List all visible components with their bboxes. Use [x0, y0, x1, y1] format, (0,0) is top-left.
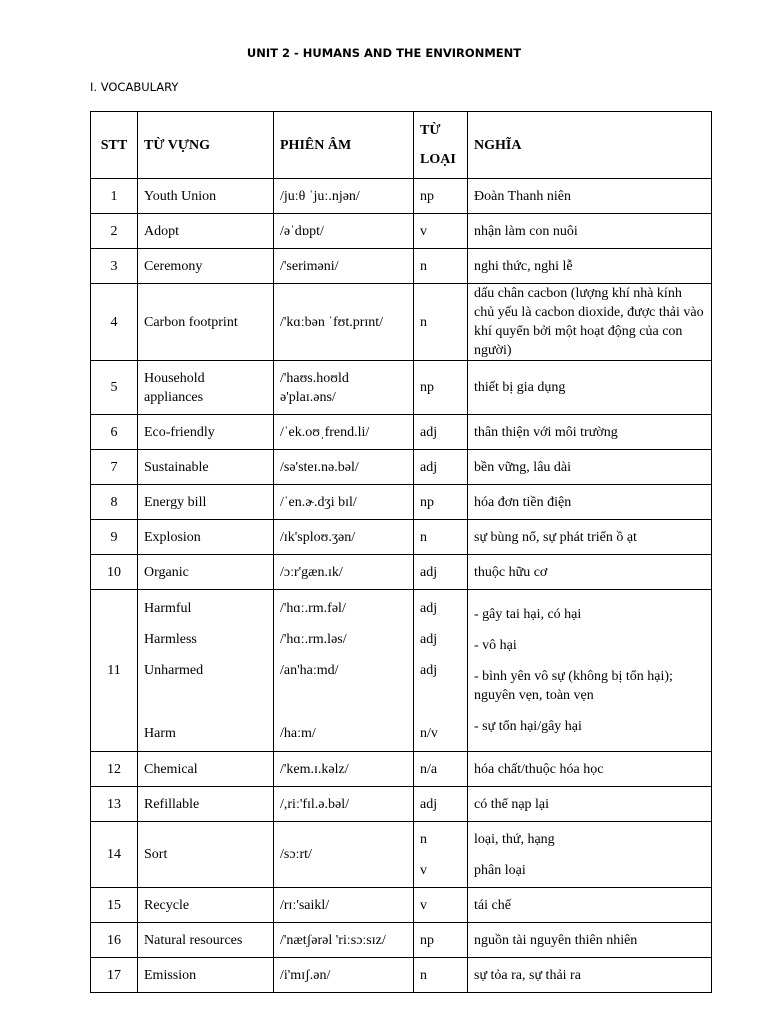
row-word: Harm	[144, 725, 176, 741]
table-row	[91, 590, 712, 752]
row-pos: np	[414, 179, 468, 214]
row-meaning: nhận làm con nuôi	[468, 214, 712, 249]
row-stt: 8	[91, 485, 138, 520]
header-pos-line1: TỪ	[420, 123, 441, 138]
row-word: Eco-friendly	[138, 415, 274, 450]
row-word: Explosion	[138, 520, 274, 555]
document-title: UNIT 2 - HUMANS AND THE ENVIRONMENT	[246, 46, 522, 60]
row-word: Refillable	[138, 787, 274, 822]
row-word: Harmless	[144, 631, 197, 647]
row-word: Natural resources	[138, 923, 274, 958]
row-ipa: /i'mɪʃ.ən/	[274, 958, 414, 993]
row-pos: v	[420, 862, 427, 878]
row-ipa: /rɪː'saikl/	[274, 888, 414, 923]
row-ipa: /'haʊs.hoʊld ə'plaɪ.əns/	[274, 361, 414, 415]
row-pos: adj	[414, 415, 468, 450]
row-ipa: /,riː'fɪl.ə.bəl/	[274, 787, 414, 822]
row-meaning: có thể nạp lại	[468, 787, 712, 822]
row-meaning: - gây tai hại, có hại	[474, 607, 582, 622]
row-pos: adj	[420, 600, 438, 616]
header-word: TỪ VỰNG	[138, 112, 274, 179]
row-pos: v	[414, 888, 468, 923]
row-meaning: dấu chân cacbon (lượng khí nhà kính chủ yếu là cacbon dioxide, được thải vào khí quyển bởi một hoạt động của con người)	[468, 284, 712, 361]
row-pos: v	[414, 214, 468, 249]
table-row	[91, 450, 712, 485]
row-meaning: nghi thức, nghi lễ	[468, 249, 712, 284]
table-row	[91, 822, 712, 888]
row-stt: 9	[91, 520, 138, 555]
table-row	[91, 284, 712, 361]
table-row	[91, 787, 712, 822]
row-stt: 7	[91, 450, 138, 485]
row-pos: adj	[414, 787, 468, 822]
table-row	[91, 361, 712, 415]
row-stt: 3	[91, 249, 138, 284]
row-stt: 15	[91, 888, 138, 923]
row-stt: 12	[91, 752, 138, 787]
row-ipa: /'kɑːbən ˈfʊt.prɪnt/	[274, 284, 414, 361]
row-stt: 10	[91, 555, 138, 590]
row-ipa: /juːθ ˈjuː.njən/	[274, 179, 414, 214]
row-meaning: phân loại	[474, 862, 526, 878]
row-stt: 2	[91, 214, 138, 249]
row-stt: 13	[91, 787, 138, 822]
row-meaning: thiết bị gia dụng	[468, 361, 712, 415]
row-word: Youth Union	[138, 179, 274, 214]
row-stt: 16	[91, 923, 138, 958]
row-pos: n	[414, 249, 468, 284]
table-row	[91, 520, 712, 555]
row-pos-group	[414, 822, 468, 888]
header-pos-line2: LOẠI	[420, 152, 456, 167]
row-ipa: /ɪk'sploʊ.ʒən/	[274, 520, 414, 555]
row-pos: np	[414, 923, 468, 958]
row-word: Harmful	[144, 600, 192, 616]
row-pos: n/a	[414, 752, 468, 787]
row-pos: n	[420, 831, 427, 847]
row-meaning: thuộc hữu cơ	[468, 555, 712, 590]
row-stt: 11	[91, 590, 138, 752]
row-ipa: /'hɑː.rm.ləs/	[280, 631, 347, 647]
row-word: Recycle	[138, 888, 274, 923]
table-row	[91, 752, 712, 787]
row-pos: adj	[414, 450, 468, 485]
row-word: Sustainable	[138, 450, 274, 485]
row-ipa: /ˈen.ɚ.dʒi bɪl/	[274, 485, 414, 520]
row-meaning: - sự tổn hại/gây hại	[474, 719, 582, 734]
row-pos: n/v	[420, 725, 438, 741]
table-row	[91, 214, 712, 249]
row-word: Energy bill	[138, 485, 274, 520]
row-meaning: sự tỏa ra, sự thải ra	[468, 958, 712, 993]
row-word: Household appliances	[138, 361, 274, 415]
row-meaning-group	[468, 590, 712, 752]
table-row	[91, 485, 712, 520]
table-row	[91, 958, 712, 993]
table-row	[91, 179, 712, 214]
row-ipa: /sə'steɪ.nə.bəl/	[274, 450, 414, 485]
row-stt: 1	[91, 179, 138, 214]
row-pos-group	[414, 590, 468, 752]
row-pos: np	[414, 485, 468, 520]
row-word: Emission	[138, 958, 274, 993]
row-meaning: Đoàn Thanh niên	[468, 179, 712, 214]
row-word: Organic	[138, 555, 274, 590]
row-meaning: hóa chất/thuộc hóa học	[468, 752, 712, 787]
header-meaning: NGHĨA	[468, 112, 712, 179]
row-word: Chemical	[138, 752, 274, 787]
section-heading: I. VOCABULARY	[90, 80, 179, 94]
row-stt: 6	[91, 415, 138, 450]
row-stt: 5	[91, 361, 138, 415]
header-pos	[414, 112, 468, 179]
table-row	[91, 555, 712, 590]
header-ipa: PHIÊN ÂM	[274, 112, 414, 179]
row-word: Adopt	[138, 214, 274, 249]
row-meaning: nguồn tài nguyên thiên nhiên	[468, 923, 712, 958]
row-meaning: - vô hại	[474, 638, 517, 653]
row-meaning: tái chế	[468, 888, 712, 923]
vocabulary-table	[90, 111, 712, 993]
row-pos: n	[414, 958, 468, 993]
row-meaning: bền vững, lâu dài	[468, 450, 712, 485]
row-pos: np	[414, 361, 468, 415]
row-stt: 17	[91, 958, 138, 993]
row-meaning: loại, thứ, hạng	[474, 831, 555, 847]
row-ipa: /'seriməni/	[274, 249, 414, 284]
row-word: Unharmed	[144, 662, 204, 678]
row-ipa: /əˈdɒpt/	[274, 214, 414, 249]
row-pos: adj	[414, 555, 468, 590]
row-word-group	[138, 590, 274, 752]
table-row	[91, 249, 712, 284]
row-stt: 14	[91, 822, 138, 888]
table-header-row	[91, 112, 712, 179]
row-meaning: sự bùng nổ, sự phát triển ồ ạt	[468, 520, 712, 555]
row-ipa: /ɔːr'gæn.ɪk/	[274, 555, 414, 590]
table-row	[91, 415, 712, 450]
row-ipa: /sɔːrt/	[274, 822, 414, 888]
table-row	[91, 923, 712, 958]
row-word: Ceremony	[138, 249, 274, 284]
row-pos: n	[414, 520, 468, 555]
table-row	[91, 888, 712, 923]
row-ipa: /'hɑː.rm.fəl/	[280, 600, 346, 616]
row-ipa: /ˈek.oʊˌfrend.li/	[274, 415, 414, 450]
row-pos: adj	[420, 631, 438, 647]
row-pos: adj	[420, 662, 438, 678]
row-ipa: /'nætʃərəl 'riːsɔːsɪz/	[274, 923, 414, 958]
header-stt: STT	[91, 112, 138, 179]
row-meaning: thân thiện với môi trường	[468, 415, 712, 450]
row-meaning: hóa đơn tiền điện	[468, 485, 712, 520]
row-stt: 4	[91, 284, 138, 361]
row-ipa-group	[274, 590, 414, 752]
row-word: Sort	[138, 822, 274, 888]
row-word: Carbon footprint	[138, 284, 274, 361]
row-ipa: /an'haːmd/	[280, 662, 339, 678]
row-meaning: - bình yên vô sự (không bị tổn hại); nguyên vẹn, toàn vẹn	[474, 669, 673, 703]
row-pos: n	[414, 284, 468, 361]
row-ipa: /haːm/	[280, 725, 316, 741]
row-meaning-group	[468, 822, 712, 888]
row-ipa: /'kem.ɪ.kəlz/	[274, 752, 414, 787]
